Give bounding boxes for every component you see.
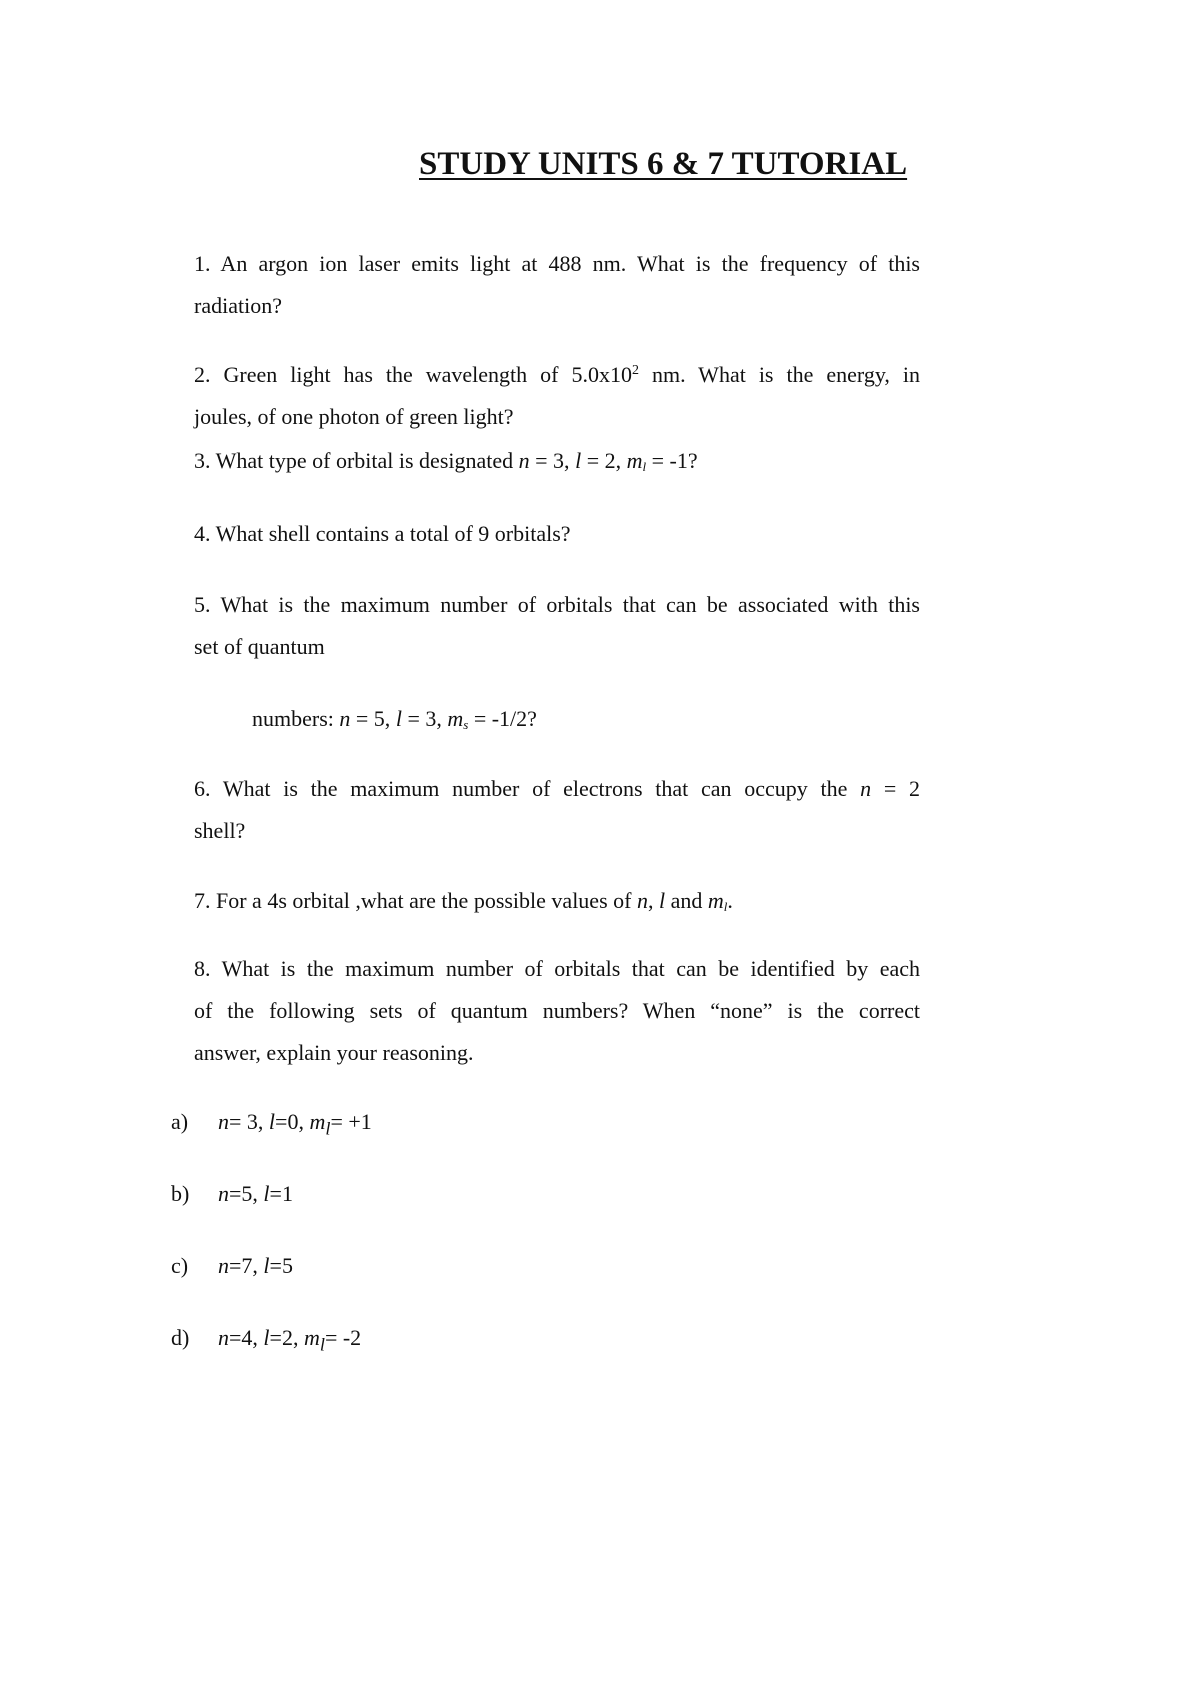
l-value: = 2,	[581, 448, 627, 473]
ml-subscript: l	[325, 1118, 331, 1139]
question-2-line-1	[194, 361, 920, 389]
n-value: = 3,	[529, 448, 576, 473]
l-symbol: l	[263, 1325, 270, 1350]
question-6-line-2: shell?	[194, 818, 246, 843]
n-value: =4,	[229, 1325, 264, 1350]
n-symbol: n	[636, 888, 648, 913]
question-1-line-2: radiation?	[194, 293, 282, 318]
ms-value: = -1/2?	[468, 706, 537, 731]
l-symbol: l	[658, 888, 666, 913]
ms-subscript: s	[463, 717, 469, 732]
page-title: STUDY UNITS 6 & 7 TUTORIAL	[419, 146, 908, 182]
question-3	[194, 447, 698, 475]
n-value: =7,	[229, 1253, 264, 1278]
part-letter: a)	[171, 1109, 189, 1134]
question-8-line-1: 8. What is the maximum number of orbitals that can be identified by each	[194, 956, 920, 981]
and-text: and	[665, 888, 708, 913]
ml-symbol: m	[303, 1325, 320, 1350]
n-value: = 5,	[350, 706, 396, 731]
period: .	[727, 888, 733, 913]
n-value: =5,	[229, 1181, 264, 1206]
n-symbol: n	[339, 706, 351, 731]
l-value: = 3,	[401, 706, 448, 731]
l-symbol: l	[263, 1253, 270, 1278]
ml-subscript: l	[723, 899, 728, 914]
separator: ,	[647, 888, 659, 913]
question-6-line-1	[194, 775, 920, 803]
part-letter: d)	[171, 1325, 190, 1350]
l-symbol: l	[395, 706, 402, 731]
l-value: =2,	[269, 1325, 304, 1350]
part-letter: c)	[171, 1253, 189, 1278]
l-symbol: l	[263, 1181, 270, 1206]
part-a	[171, 1108, 372, 1142]
question-1-line-1: 1. An argon ion laser emits light at 488 nm. What is the frequency of this	[194, 251, 920, 276]
l-value: =5	[269, 1253, 293, 1278]
ml-subscript: l	[319, 1334, 325, 1355]
n-value: = 2	[871, 776, 920, 801]
ml-symbol: m	[309, 1109, 326, 1134]
question-7	[194, 887, 733, 915]
question-2-exponent: 2	[631, 363, 639, 378]
ml-value: = +1	[330, 1109, 372, 1134]
question-5-line-1: 5. What is the maximum number of orbitals that can be associated with this	[194, 592, 920, 617]
n-symbol: n	[218, 1109, 229, 1134]
question-6-text: 6. What is the maximum number of electrons that can occupy the	[194, 776, 861, 801]
question-5-line-2: set of quantum	[194, 634, 325, 659]
question-2-text-start: 2. Green light has the wavelength of 5.0x10	[194, 362, 632, 387]
question-4: 4. What shell contains a total of 9 orbitals?	[194, 521, 571, 546]
l-symbol: l	[575, 448, 582, 473]
n-symbol: n	[218, 1253, 229, 1278]
part-c	[171, 1252, 293, 1280]
question-5-line-3	[252, 705, 537, 733]
n-symbol: n	[518, 448, 530, 473]
n-value: = 3,	[229, 1109, 269, 1134]
l-value: =0,	[275, 1109, 310, 1134]
part-d	[171, 1324, 361, 1358]
ms-symbol: m	[447, 706, 464, 731]
n-symbol: n	[860, 776, 872, 801]
question-8-line-3: answer, explain your reasoning.	[194, 1040, 474, 1065]
l-symbol: l	[268, 1109, 276, 1134]
ml-symbol: m	[707, 888, 724, 913]
part-letter: b)	[171, 1181, 190, 1206]
question-2-text-end: nm. What is the energy, in	[638, 362, 920, 387]
n-symbol: n	[218, 1181, 229, 1206]
n-symbol: n	[218, 1325, 229, 1350]
l-value: =1	[269, 1181, 293, 1206]
part-b	[171, 1180, 293, 1208]
question-7-text: 7. For a 4s orbital ,what are the possible values of	[194, 888, 637, 913]
question-3-text: 3. What type of orbital is designated	[194, 448, 519, 473]
numbers-label: numbers:	[252, 706, 340, 731]
ml-symbol: m	[626, 448, 643, 473]
ml-value: = -2	[324, 1325, 362, 1350]
question-8-line-2: of the following sets of quantum numbers? When “none” is the correct	[194, 998, 920, 1023]
question-2-line-2: joules, of one photon of green light?	[194, 404, 514, 429]
ml-subscript: l	[642, 459, 647, 474]
ml-value: = -1?	[646, 448, 698, 473]
